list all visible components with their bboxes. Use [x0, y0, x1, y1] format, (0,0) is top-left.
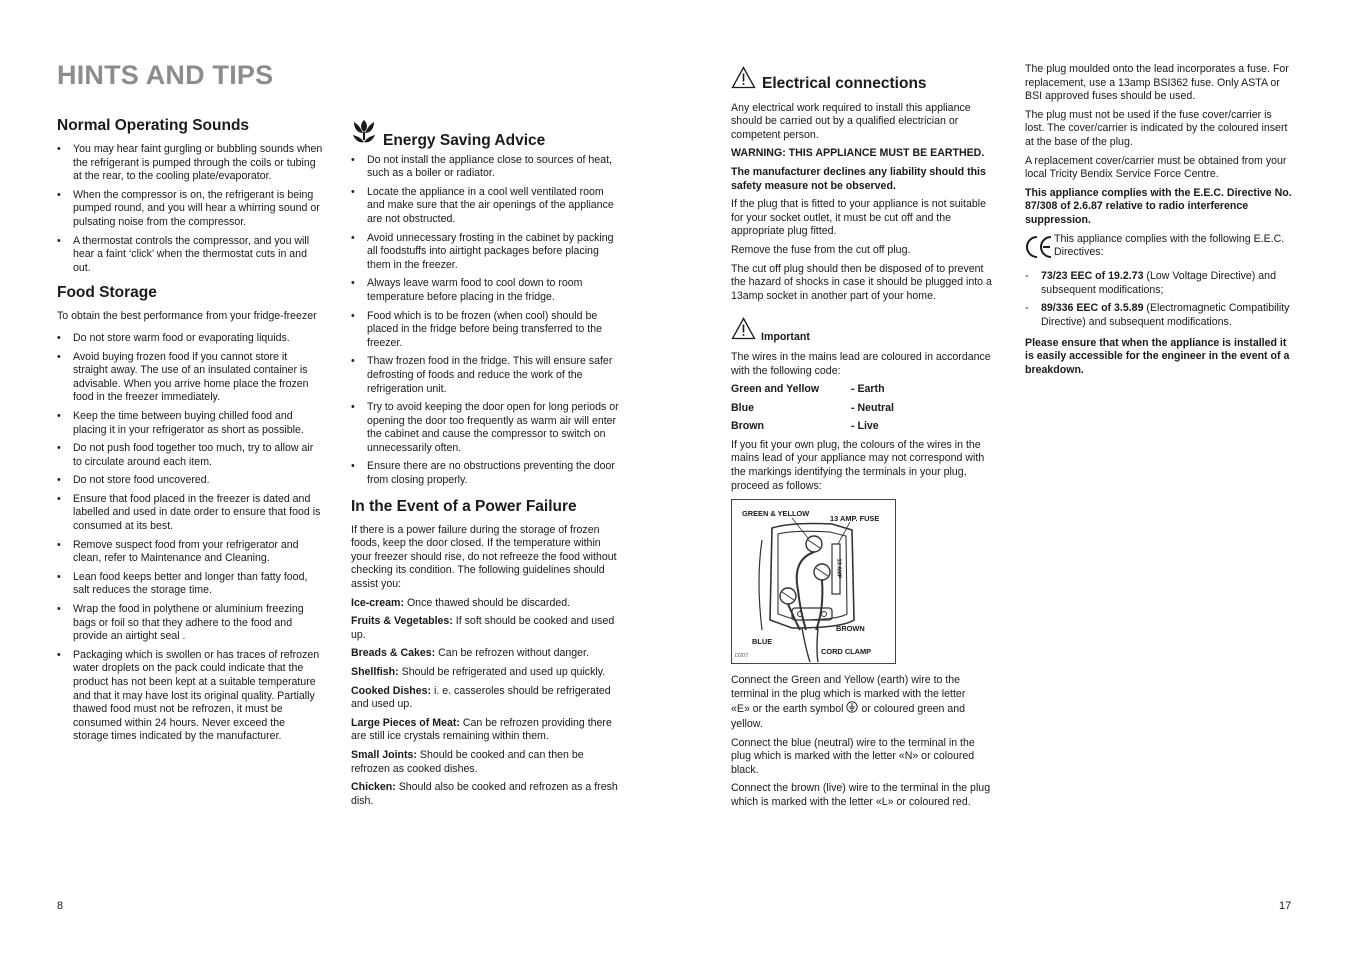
- list-item: • Wrap the food in polythene or aluminium freezing bags or foil so that they adhere to the food and provide an airtight seal .: [57, 603, 323, 644]
- column-1: [57, 116, 323, 749]
- label-fuse-marking: 13 AMP: [835, 558, 842, 579]
- list-item: • You may hear faint gurgling or bubbling sounds when the refrigerant is pumped through the coils or tubing at the rear, to the cooling plate/evaporator.: [57, 143, 323, 184]
- column-4: [1025, 63, 1293, 382]
- power-failure-intro: If there is a power failure during the storage of frozen foods, keep the door closed. If the temperature within your freezer should rise, do not refreeze the food without checking its condition. The following guidelines should assist you:: [351, 523, 617, 591]
- list-item: • Locate the appliance in a cool well ventilated room and make sure that the air openings of the appliance are not obstructed.: [351, 186, 619, 227]
- list-item: • Do not push food together too much, try to allow air to circulate around each item.: [57, 442, 323, 469]
- tulip-icon: [351, 118, 377, 151]
- list-item: • When the compressor is on, the refrigerant is being pumped round, and you will hear a whirring sound or pulsating noise from the compressor.: [57, 189, 323, 230]
- paragraph: Connect the Green and Yellow (earth) wire to the terminal in the plug which is marked with the letter «E» or the earth symbol or coloured green and yellow.: [731, 674, 966, 731]
- list-item: • Avoid buying frozen food if you cannot store it straight away. The use of an insulated container is advisable. When you arrive home place the frozen food in the freezer immediately.: [57, 351, 323, 405]
- food-storage-list: [57, 332, 323, 744]
- list-item: • Lean food keeps better and longer than fatty food, salt reduces the storage time.: [57, 571, 323, 598]
- list-item: • Food which is to be frozen (when cool) should be placed in the fridge before being transferred to the freezer.: [351, 310, 619, 351]
- earth-symbol-icon: [846, 701, 858, 718]
- list-item: • Try to avoid keeping the door open for long periods or opening the door too frequently as warm air will enter the cabinet and cause the compressor to switch on unnecessarily often.: [351, 401, 619, 455]
- list-item: • Thaw frozen food in the fridge. This will ensure safer defrosting of foods and reduce the work of the refrigeration unit.: [351, 355, 619, 396]
- paragraph: A replacement cover/carrier must be obtained from your local Tricity Bendix Service Force Centre.: [1025, 154, 1287, 181]
- label-cord-clamp: CORD CLAMP: [821, 647, 872, 657]
- list-item: • Ensure that food placed in the freezer is dated and labelled and used in date order to ensure that food is consumed at its best.: [57, 493, 323, 534]
- important-heading-row: [731, 317, 994, 345]
- warning-text: WARNING: THIS APPLIANCE MUST BE EARTHED.: [731, 147, 985, 160]
- paragraph: The cut off plug should then be disposed of to prevent the hazard of shocks in case it should be plugged into a 13amp socket in another part of your home.: [731, 262, 992, 302]
- ce-statement: This appliance complies with the following E.E.C. Directives:: [1025, 233, 1293, 266]
- list-item: • Avoid unnecessary frosting in the cabinet by packing all foodstuffs into airtight packages before placing them in the freezer.: [351, 232, 619, 273]
- paragraph: The plug must not be used if the fuse cover/carrier is lost. The cover/carrier is indicated by the coloured insert at the base of the plug.: [1025, 108, 1288, 148]
- list-item: • Do not install the appliance close to sources of heat, such as a boiler or radiator.: [351, 154, 619, 181]
- diagram-code: D207: [735, 653, 749, 660]
- power-item: Shellfish: Should be refrigerated and used up quickly.: [351, 666, 606, 678]
- energy-heading-row: [351, 118, 619, 151]
- list-item: - 89/336 EEC of 3.5.89 (Electromagnetic Compatibility Directive) and subsequent modifications.: [1025, 302, 1293, 329]
- power-item: Chicken: Should also be cooked and refrozen as a fresh dish.: [351, 781, 618, 807]
- column-2: [351, 118, 619, 813]
- warning-icon: [731, 317, 756, 345]
- list-item: • Do not store warm food or evaporating liquids.: [57, 332, 323, 346]
- power-item: Small Joints: Should be cooked and can then be refrozen as cooked dishes.: [351, 748, 584, 775]
- page-title: HINTS AND TIPS: [57, 60, 274, 90]
- list-item: • Do not store food uncovered.: [57, 474, 323, 488]
- warning-text: The manufacturer declines any liability should this safety measure not be observed.: [731, 165, 986, 192]
- power-item: Cooked Dishes: i. e. casseroles should be refrigerated and used up.: [351, 684, 611, 711]
- power-item: Fruits & Vegetables: If soft should be cooked and used up.: [351, 615, 615, 641]
- list-item: • Ensure there are no obstructions preventing the door from closing properly.: [351, 460, 619, 487]
- label-brown: BROWN: [836, 624, 865, 634]
- food-storage-intro: To obtain the best performance from your fridge-freezer: [57, 310, 317, 323]
- paragraph: If you fit your own plug, the colours of the wires in the mains lead of your appliance may not correspond with the markings identifying the terminals in your plug, proceed as follows:: [731, 438, 985, 492]
- normal-sounds-heading: Normal Operating Sounds: [57, 117, 250, 134]
- power-item: Ice-cream: Once thawed should be discarded.: [351, 596, 571, 609]
- energy-heading: Energy Saving Advice: [383, 131, 546, 149]
- important-heading: Important: [761, 331, 810, 344]
- power-item: Large Pieces of Meat: Can be refrozen providing there are still ice crystals remaining within them.: [351, 716, 612, 743]
- label-fuse: 13 AMP. FUSE: [830, 514, 880, 524]
- paragraph: Connect the brown (live) wire to the terminal in the plug which is marked with the letter «L» or coloured red.: [731, 782, 991, 808]
- page-number-left: 8: [57, 900, 64, 912]
- ce-mark-icon: [1025, 233, 1053, 266]
- label-blue: BLUE: [752, 637, 773, 647]
- list-item: • Remove suspect food from your refrigerator and clean, refer to Maintenance and Cleaning.: [57, 539, 323, 566]
- electrical-heading-row: [731, 66, 994, 94]
- page-number-right: 17: [1279, 900, 1292, 912]
- wire-code-row: Green and Yellow - Earth: [731, 383, 885, 396]
- normal-sounds-list: [57, 143, 323, 275]
- list-item: • Packaging which is swollen or has traces of refrozen water droplets on the pack could indicate that the product has not been kept at a suitable temperature and that it may have lost its original quality. Partially thawed food must not be refrozen, it must be consumed within 24 hours. Never exceed the storage times indicated by the manufacturer.: [57, 649, 323, 744]
- paragraph: Any electrical work required to install this appliance should be carried out by a qualified electrician or competent person.: [731, 101, 971, 141]
- energy-list: [351, 154, 619, 488]
- warning-icon: [731, 66, 756, 94]
- paragraph: Connect the blue (neutral) wire to the terminal in the plug which is marked with the letter «N» or coloured black.: [731, 736, 975, 776]
- wire-code-row: Blue - Neutral: [731, 401, 894, 414]
- directives-list: [1025, 270, 1293, 329]
- column-3: [731, 66, 994, 815]
- list-item: • Always leave warm food to cool down to room temperature before placing in the fridge.: [351, 277, 619, 304]
- plug-wiring-diagram: [731, 499, 896, 664]
- paragraph: The wires in the mains lead are coloured in accordance with the following code:: [731, 350, 991, 377]
- power-failure-heading: In the Event of a Power Failure: [351, 497, 577, 515]
- paragraph: Please ensure that when the appliance is installed it is easily accessible for the engineer in the event of a breakdown.: [1025, 336, 1290, 376]
- wire-code-row: Brown - Live: [731, 420, 879, 433]
- paragraph: The plug moulded onto the lead incorporates a fuse. For replacement, use a 13amp BSI362 fuse. Only ASTA or BSI approved fuses should be used.: [1025, 63, 1289, 103]
- list-item: • Keep the time between buying chilled food and placing it in your refrigerator as short as possible.: [57, 410, 323, 437]
- paragraph: If the plug that is fitted to your appliance is not suitable for your socket outlet, it must be cut off and the appropriate plug fitted.: [731, 198, 986, 238]
- power-item: Breads & Cakes: Can be refrozen without danger.: [351, 647, 589, 660]
- list-item: • A thermostat controls the compressor, and you will hear a faint ‘click’ when the thermostat cuts in and out.: [57, 235, 323, 276]
- paragraph: This appliance complies with the E.E.C. Directive No. 87/308 of 2.6.87 relative to radio interference suppression.: [1025, 186, 1292, 226]
- paragraph: Remove the fuse from the cut off plug.: [731, 243, 911, 256]
- electrical-heading: Electrical connections: [762, 74, 927, 92]
- food-storage-heading: Food Storage: [57, 284, 157, 302]
- list-item: - 73/23 EEC of 19.2.73 (Low Voltage Directive) and subsequent modifications;: [1025, 270, 1293, 297]
- label-green-yellow: GREEN & YELLOW: [742, 509, 810, 519]
